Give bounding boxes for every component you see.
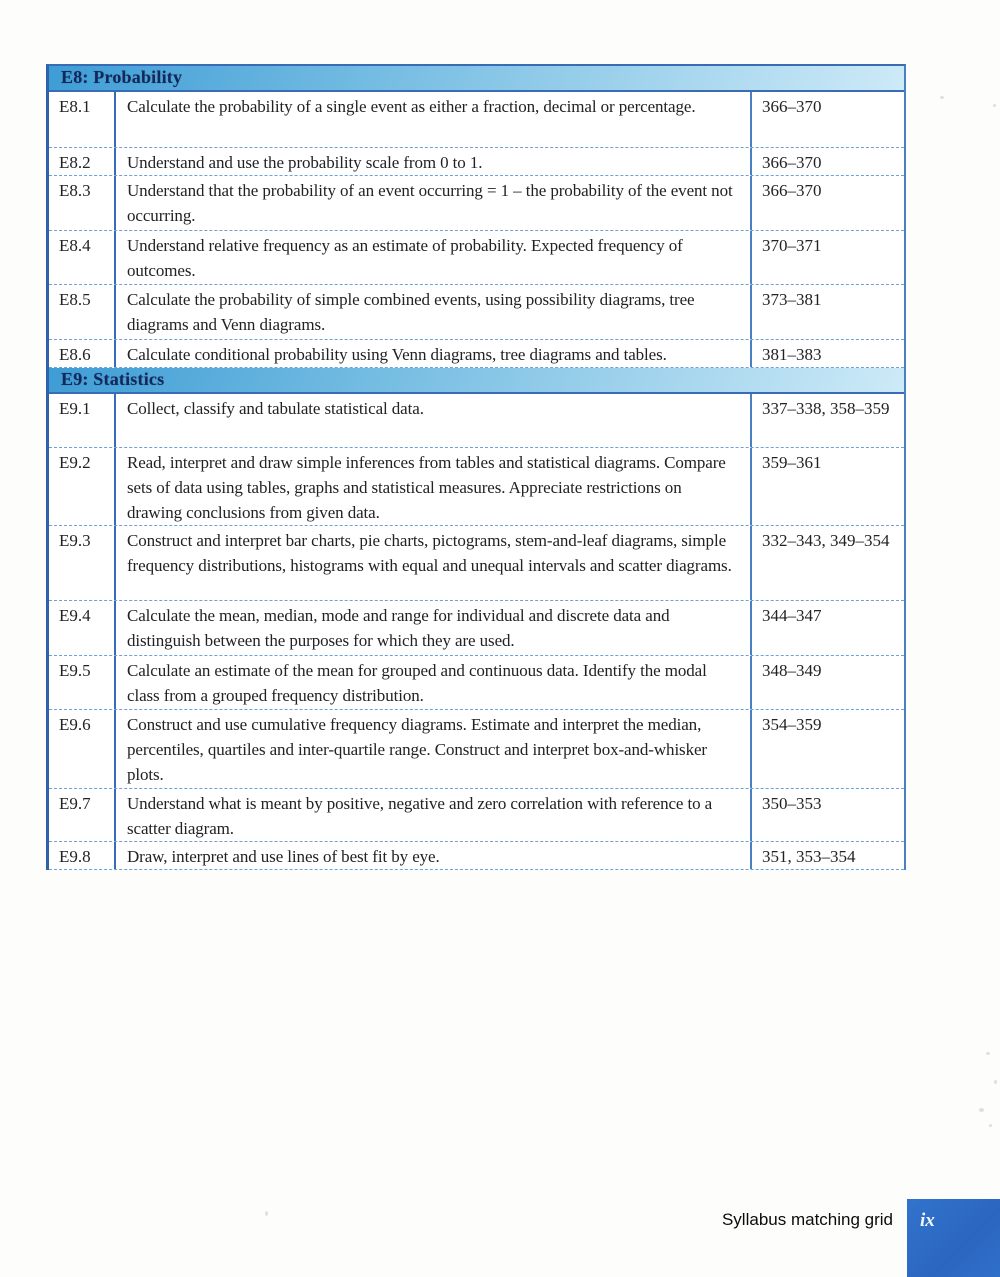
table-row	[49, 231, 904, 285]
section-header-e8: E8: Probability	[49, 66, 904, 92]
row-description: Calculate the probability of a single event as either a fraction, decimal or percentage.	[127, 97, 696, 116]
table-row	[49, 340, 904, 368]
scan-speckle	[979, 1108, 984, 1112]
row-description: Construct and interpret bar charts, pie charts, pictograms, stem-and-leaf diagrams, simple frequency distributions, histograms with equal and unequal intervals and scatter diagrams.	[127, 531, 732, 575]
row-description: Understand and use the probability scale from 0 to 1.	[127, 153, 483, 172]
row-pages: 332–343, 349–354	[750, 526, 904, 600]
row-code: E9.7	[49, 789, 116, 841]
row-pages: 350–353	[750, 789, 904, 841]
table-row	[49, 526, 904, 601]
row-code: E9.2	[49, 448, 116, 525]
row-description: Draw, interpret and use lines of best fit by eye.	[127, 847, 440, 866]
table-row	[49, 394, 904, 448]
row-description: Understand what is meant by positive, negative and zero correlation with reference to a scatter diagram.	[127, 794, 713, 838]
table-row	[49, 176, 904, 231]
row-code: E9.6	[49, 710, 116, 788]
row-code: E9.3	[49, 526, 116, 600]
page-number-tab	[907, 1199, 1000, 1277]
row-description: Calculate the mean, median, mode and range for individual and discrete data and distinguish between the purposes for which they are used.	[127, 606, 670, 650]
scan-speckle	[993, 104, 996, 107]
row-description: Understand relative frequency as an estimate of probability. Expected frequency of outcomes.	[127, 236, 683, 280]
table-row	[49, 601, 904, 656]
table-row	[49, 710, 904, 789]
syllabus-table	[46, 64, 906, 870]
row-code: E8.3	[49, 176, 116, 230]
row-description: Understand that the probability of an event occurring = 1 – the probability of the event not occurring.	[127, 181, 733, 225]
section-header-e9: E9: Statistics	[49, 368, 904, 394]
row-pages: 351, 353–354	[750, 842, 904, 869]
row-pages: 366–370	[750, 92, 904, 147]
footer-title: Syllabus matching grid	[721, 1210, 893, 1229]
row-pages: 366–370	[750, 148, 904, 175]
row-pages: 354–359	[750, 710, 904, 788]
row-pages: 373–381	[750, 285, 904, 339]
scan-speckle	[989, 1124, 992, 1127]
row-pages: 359–361	[750, 448, 904, 525]
row-code: E8.1	[49, 92, 116, 147]
row-description: Calculate conditional probability using Venn diagrams, tree diagrams and tables.	[127, 345, 667, 364]
scan-speckle	[940, 96, 944, 99]
row-pages: 366–370	[750, 176, 904, 230]
table-row	[49, 285, 904, 340]
table-row	[49, 656, 904, 710]
row-code: E8.4	[49, 231, 116, 284]
scan-speckle	[265, 1211, 268, 1216]
row-code: E9.4	[49, 601, 116, 655]
row-pages: 370–371	[750, 231, 904, 284]
page-number: ix	[920, 1210, 935, 1231]
scan-speckle	[986, 1052, 990, 1055]
row-code: E9.8	[49, 842, 116, 869]
row-code: E8.5	[49, 285, 116, 339]
scan-speckle	[994, 1080, 997, 1084]
row-pages: 348–349	[750, 656, 904, 709]
row-pages: 344–347	[750, 601, 904, 655]
row-code: E9.1	[49, 394, 116, 447]
row-description: Calculate an estimate of the mean for grouped and continuous data. Identify the modal class from a grouped frequency distribution.	[127, 661, 707, 705]
row-description: Construct and use cumulative frequency diagrams. Estimate and interpret the median, percentiles, quartiles and inter-quartile range. Construct and interpret box-and-whisker plots.	[127, 715, 707, 784]
table-row	[49, 92, 904, 148]
row-code: E9.5	[49, 656, 116, 709]
row-pages: 337–338, 358–359	[750, 394, 904, 447]
row-description: Collect, classify and tabulate statistical data.	[127, 399, 424, 418]
table-row	[49, 789, 904, 842]
table-row	[49, 842, 904, 870]
row-pages: 381–383	[750, 340, 904, 367]
row-description: Calculate the probability of simple combined events, using possibility diagrams, tree diagrams and Venn diagrams.	[127, 290, 695, 334]
row-code: E8.6	[49, 340, 116, 367]
row-code: E8.2	[49, 148, 116, 175]
table-row	[49, 148, 904, 176]
table-row	[49, 448, 904, 526]
row-description: Read, interpret and draw simple inferences from tables and statistical diagrams. Compare sets of data using tables, graphs and statistical measures. Appreciate restrictions on drawing conclusions from given data.	[127, 453, 726, 522]
